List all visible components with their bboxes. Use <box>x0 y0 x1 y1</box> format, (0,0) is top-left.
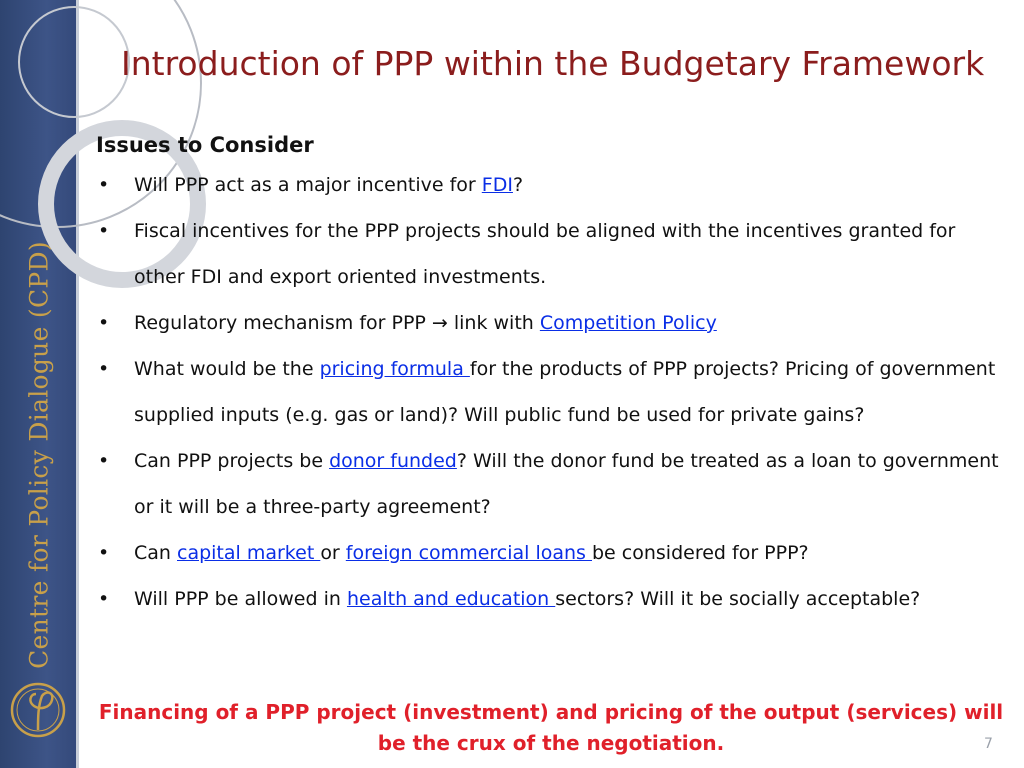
bullet-item <box>96 208 1006 300</box>
bullet-text: or <box>320 542 346 564</box>
bullet-icon: • <box>98 588 110 610</box>
bullet-list <box>96 162 1006 622</box>
hyperlink[interactable]: Competition Policy <box>539 312 717 334</box>
hyperlink[interactable]: capital market <box>177 542 321 564</box>
bullet-text: ? Will the donor fund be treated as a loan to government or it will be a three-party agreement? <box>134 450 999 518</box>
bullet-icon: • <box>98 312 110 334</box>
bullet-text: Fiscal incentives for the PPP projects should be aligned with the incentives granted for other FDI and export oriented investments. <box>134 220 956 288</box>
hyperlink[interactable]: health and education <box>346 588 556 610</box>
bullet-text: What would be the <box>134 358 320 380</box>
page-number: 7 <box>984 736 993 752</box>
bullet-icon: • <box>98 358 110 380</box>
slide-content <box>96 128 1006 622</box>
bullet-icon: • <box>98 220 110 242</box>
bullet-text: Will PPP be allowed in <box>134 588 347 610</box>
bullet-icon: • <box>98 542 110 564</box>
bullet-icon: • <box>98 450 110 472</box>
bullet-text: be considered for PPP? <box>592 542 809 564</box>
bullet-item <box>96 300 1006 346</box>
section-heading: Issues to Consider <box>96 133 314 157</box>
bullet-text: Can <box>134 542 177 564</box>
bullet-item <box>96 162 1006 208</box>
bullet-text: for the products of PPP projects? Pricing of government supplied inputs (e.g. gas or land)? Will public fund be used for private gains? <box>134 358 996 426</box>
bullet-icon: • <box>98 174 110 196</box>
conclusion-text: Financing of a PPP project (investment) and pricing of the output (services) will be the crux of the negotiation. <box>98 700 1004 755</box>
bullet-item <box>96 530 1006 576</box>
bullet-item <box>96 576 1006 622</box>
decorative-ring <box>18 6 130 118</box>
bullet-item <box>96 346 1006 438</box>
hyperlink[interactable]: FDI <box>481 174 513 196</box>
slide-title: Introduction of PPP within the Budgetary Framework <box>121 44 985 83</box>
bullet-text: sectors? Will it be socially acceptable? <box>555 588 921 610</box>
hyperlink[interactable]: donor funded <box>329 450 457 472</box>
hyperlink[interactable]: pricing formula <box>319 358 470 380</box>
bullet-text: Will PPP act as a major incentive for <box>134 174 482 196</box>
bullet-text: Regulatory mechanism for PPP → link with <box>134 312 540 334</box>
bullet-text: ? <box>512 174 524 196</box>
org-name: Centre for Policy Dialogue (CPD) <box>24 241 54 669</box>
bullet-text: Can PPP projects be <box>134 450 330 472</box>
hyperlink[interactable]: foreign commercial loans <box>345 542 592 564</box>
bullet-item <box>96 438 1006 530</box>
cpd-logo-icon <box>8 680 68 740</box>
